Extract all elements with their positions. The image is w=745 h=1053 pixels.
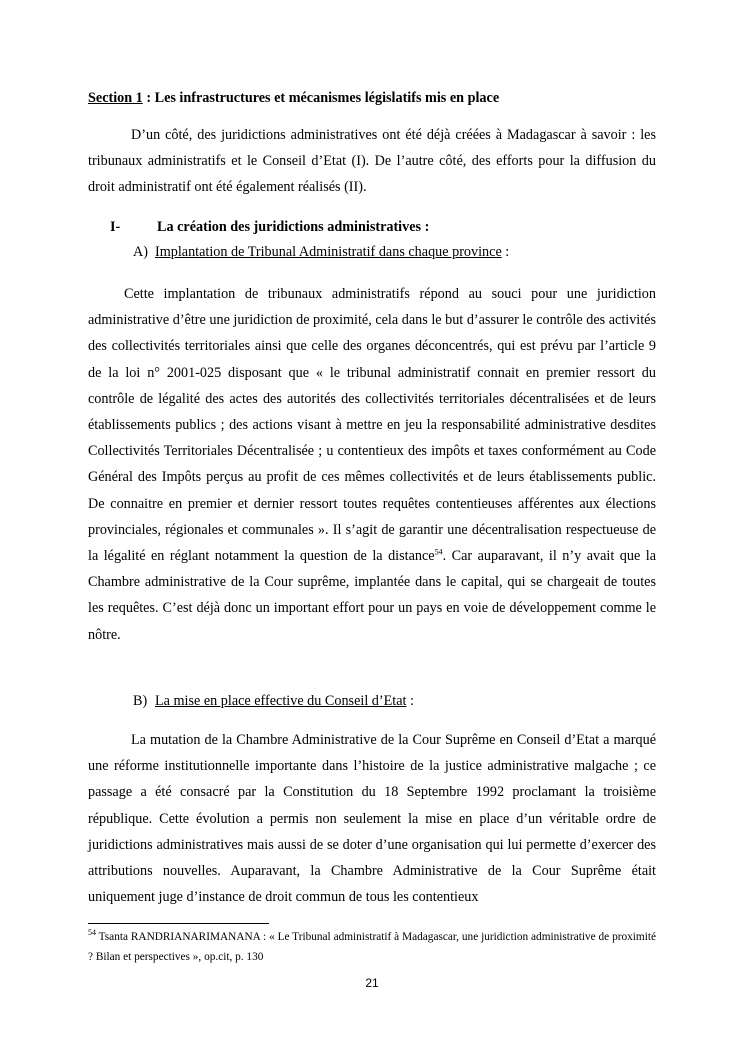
subheading-B <box>133 693 414 710</box>
intro-paragraph: D’un côté, des juridictions administratives ont été déjà créées à Madagascar à savoir : les tribunaux administratifs et le Conseil d’Etat (I). De l’autre côté, des efforts pour la diffusion du droit administratif ont été également réalisés (II). <box>88 127 656 196</box>
subheading-B-suffix: : <box>406 693 414 709</box>
footnote-separator <box>88 923 269 924</box>
paragraph-A <box>88 281 656 648</box>
footnote <box>88 928 656 967</box>
subheading-A-label: A) <box>133 244 148 260</box>
section-title-text: : Les infrastructures et mécanismes législatifs mis en place <box>142 90 500 106</box>
heading-I-title: La création des juridictions administratives : <box>157 219 430 235</box>
paragraph-A-part1: Cette implantation de tribunaux administratifs répond au souci pour une juridiction administrative d’être une juridiction de proximité, cela dans le but d’assurer le contrôle des activités des collectivités territoriales ainsi que celle des organes déconcentrés, qui est prévu par l’article 9 de la loi n° 2001-025 disposant que « le tribunal administratif connait en premier ressort du contrôle de légalité des actes des autorités des collectivités territoriales décentralisées et de leurs établissements publics ; des actions visant à mettre en jeu la responsabilité administrative desdites Collectivités Territoriales Décentralisée ; u contentieux des impôts et taxes conformément au Code Général des Impôts perçus au profit de ces mêmes collectivités et de leurs établissements public. De connaitre en premier et dernier ressort toutes requêtes contentieuses afférentes aux élections provinciales, régionales et communales ». Il s’agit de garantir une décentralisation respectueuse de la légalité en réglant notamment la question de la distance <box>88 286 656 565</box>
subheading-A-suffix: : <box>501 244 510 260</box>
paragraph-B: La mutation de la Chambre Administrative de la Cour Suprême en Conseil d’Etat a marqué une réforme institutionnelle importante dans l’histoire de la justice administrative malgache ; ce passage a été consacré par la Constitution du 18 Septembre 1992 proclamant la troisième république. Cette évolution a permis non seulement la mise en place d’un véritable ordre de juridictions administratives mais aussi de se doter d’une organisation qui lui permette d’exercer des attributions nouvelles. Auparavant, la Chambre Administrative de la Cour Suprême était uniquement juge d’instance de droit commun de tous les contentieux <box>88 732 656 906</box>
subheading-A-title: Implantation de Tribunal Administratif dans chaque province <box>155 244 502 260</box>
page-number: 21 <box>365 976 379 990</box>
footnote-number: 54 <box>88 928 96 938</box>
subheading-B-label: B) <box>133 693 148 709</box>
subheading-B-title: La mise en place effective du Conseil d’Etat <box>155 693 407 709</box>
paragraph-A-part2: . Car auparavant, il n’y avait que la Chambre administrative de la Cour suprême, implantée dans le capital, qui se chargeait de toutes les requêtes. C’est déjà donc un important effort pour un pays en voie de développement comme le nôtre. <box>88 548 657 643</box>
section-heading <box>88 90 499 107</box>
footnote-text: Tsanta RANDRIANARIMANANA : « Le Tribunal administratif à Madagascar, une juridiction administrative de proximité ? Bilan et perspectives », op.cit, p. 130 <box>88 931 656 963</box>
subheading-A <box>133 244 509 261</box>
footnote-reference: 54 <box>434 547 443 557</box>
heading-I-number: I- <box>110 219 121 235</box>
heading-I <box>110 219 429 236</box>
section-label: Section 1 <box>88 90 143 106</box>
